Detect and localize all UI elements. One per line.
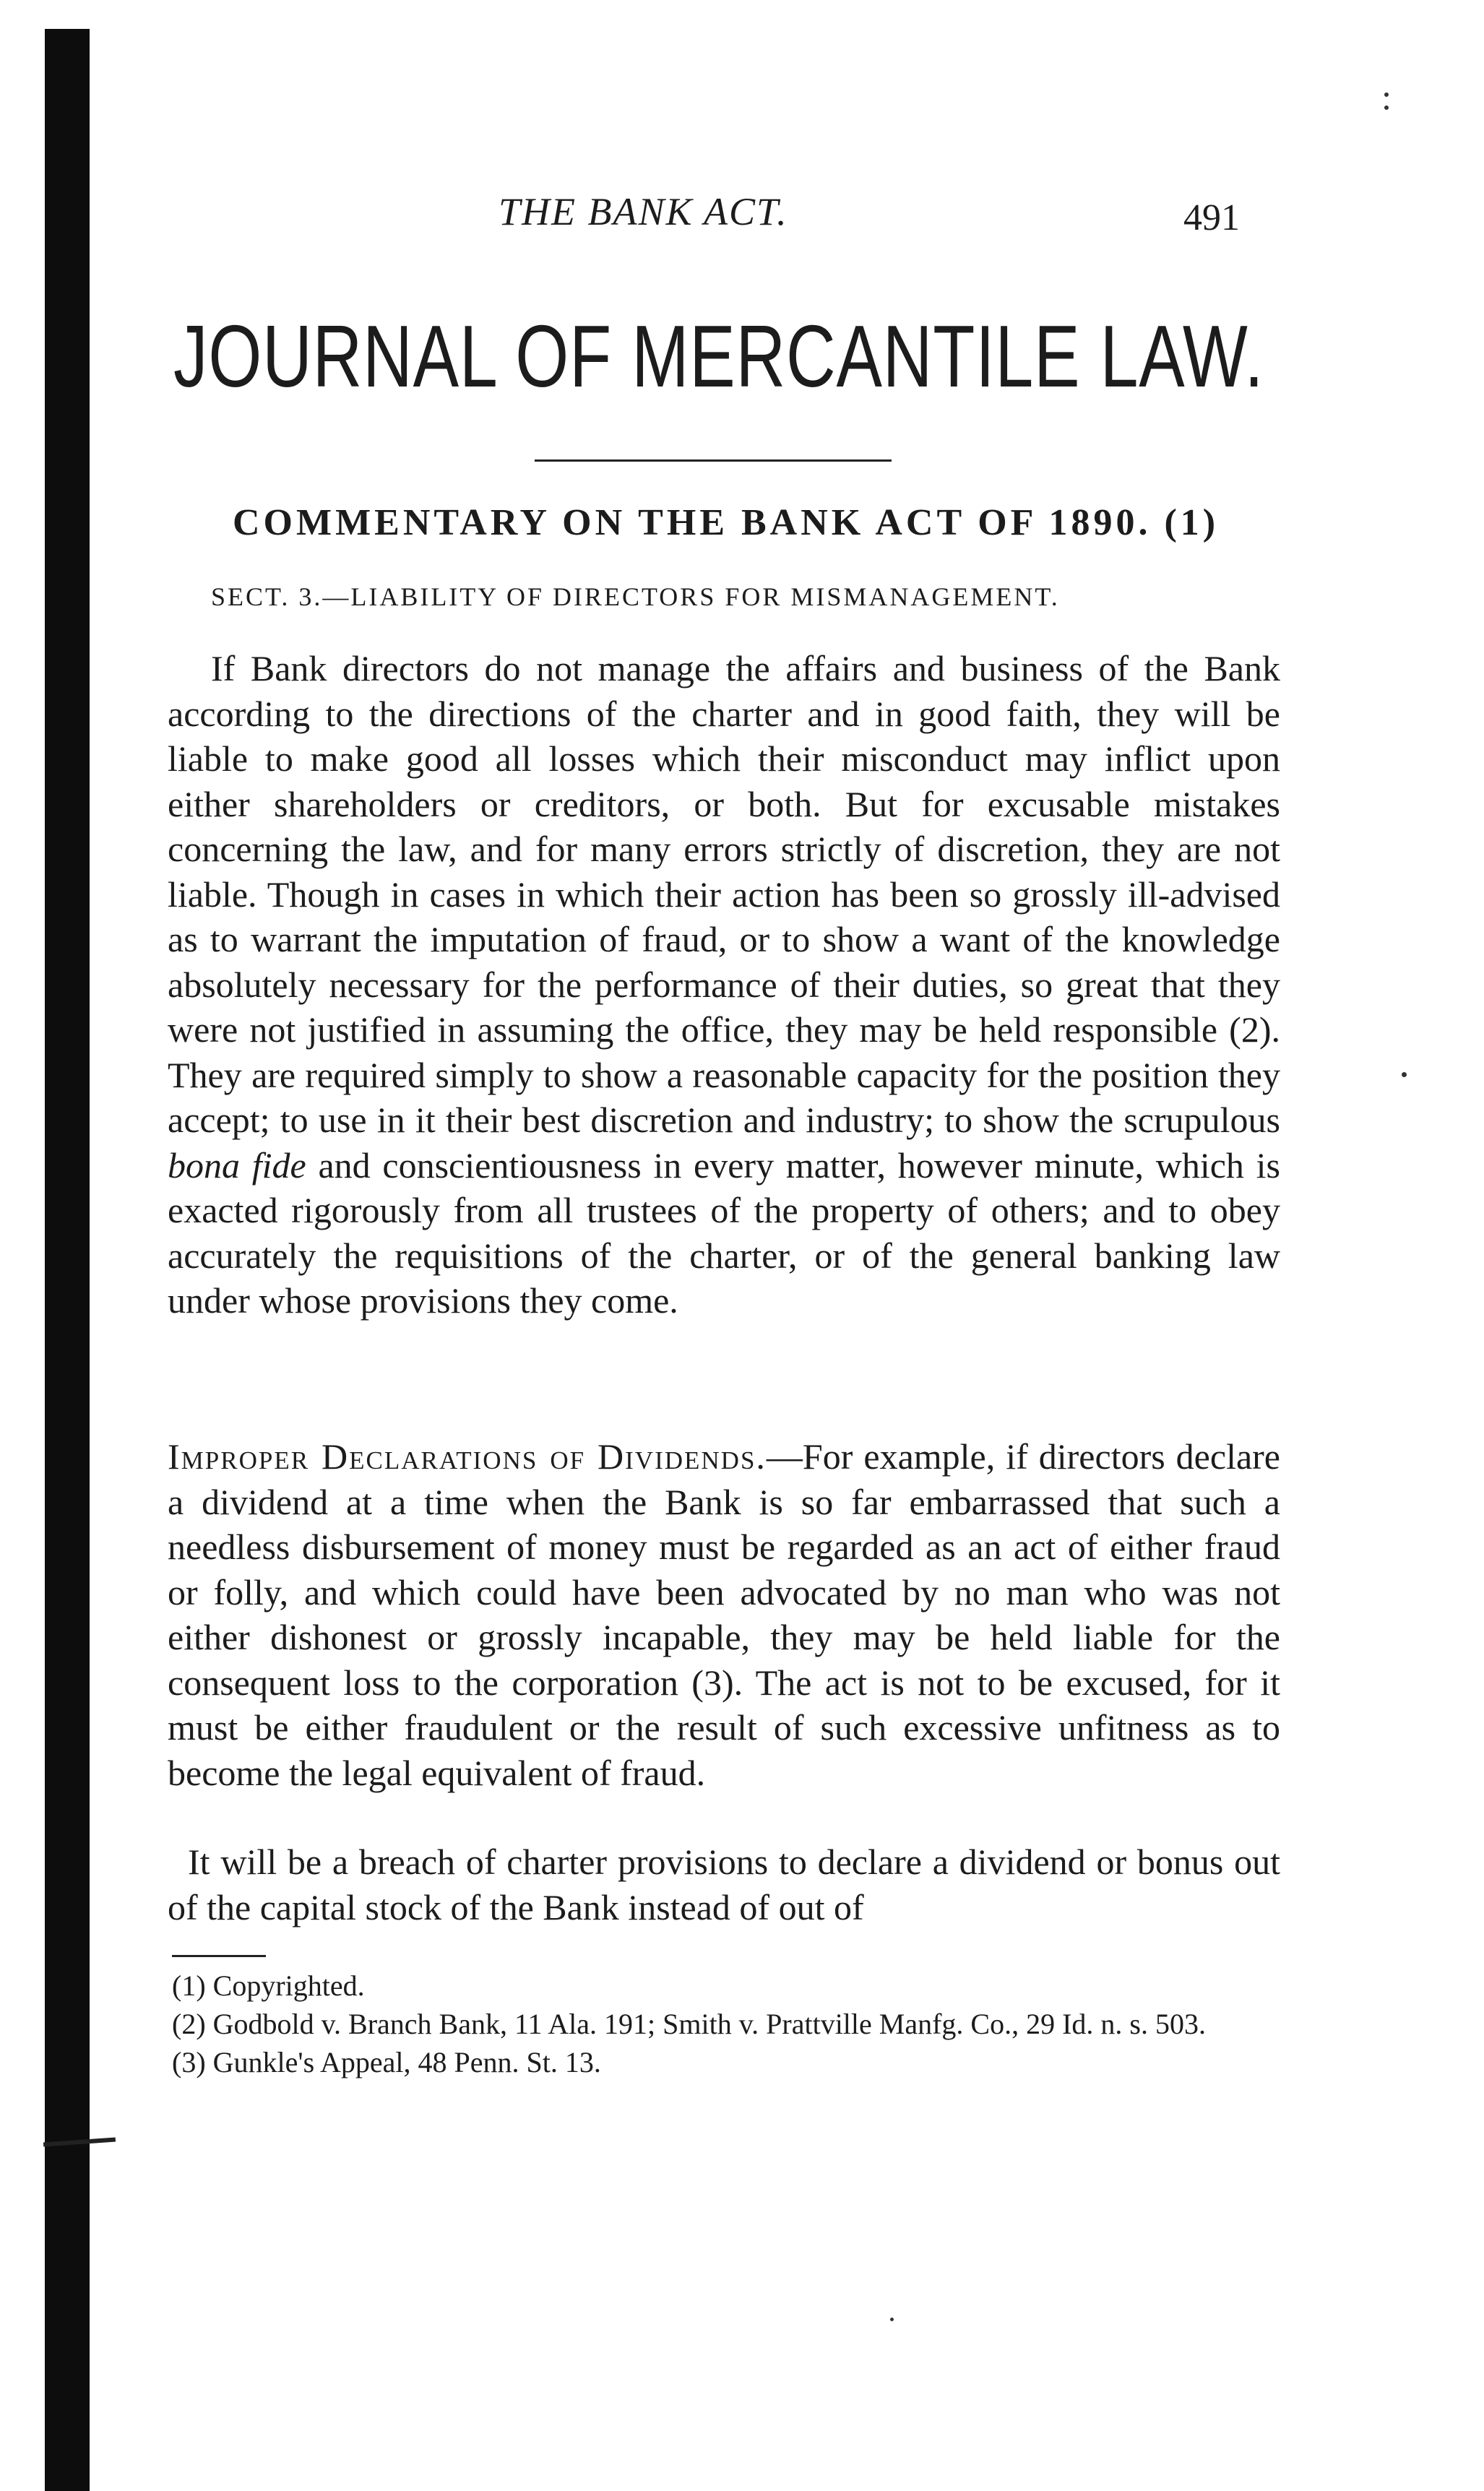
scan-speck [1384, 105, 1389, 110]
footnote-1: (1) Copyrighted. [172, 1969, 365, 2002]
paragraph-text: —For example, if directors declare a dividend at a time when the Bank is so far embarrassed that such a needless disbursement of money must be regarded as an act of either fraud or folly, and which could have been advocated by no man who was not either dishonest or grossly incapable, they may be held liable for the consequent loss to the corporation (3). The act is not to be excused, for it must be either fraudulent or the result of such excessive unfitness as to become the legal equivalent of fraud. [168, 1436, 1280, 1793]
paragraph-directors-liability [168, 646, 1280, 1324]
footnote-3: (3) Gunkle's Appeal, 48 Penn. St. 13. [172, 2046, 601, 2078]
section-heading: SECT. 3.—LIABILITY OF DIRECTORS FOR MISMANAGEMENT. [211, 582, 1060, 611]
binding-spine [45, 29, 90, 2491]
scan-speck [1402, 1072, 1407, 1077]
footnote-rule [172, 1955, 266, 1957]
title-rule [535, 459, 892, 462]
italic-phrase: bona fide [168, 1144, 306, 1186]
paragraph-improper-dividends [168, 1434, 1280, 1795]
footnotes [172, 1967, 1285, 2081]
paragraph-lead: Improper Declarations of Dividends. [168, 1436, 767, 1477]
paragraph-text: It will be a breach of charter provisions to declare a dividend or bonus out of the capital stock of the Bank instead of out of [168, 1842, 1280, 1927]
paragraph-text: If Bank directors do not manage the affairs and business of the Bank according to the directions of the charter and in good faith, they will be liable to make good all losses which their misconduct may inflict upon either shareholders or creditors, or both. But for excusable mistakes concerning the law, and for many errors strictly of discretion, they are not liable. Though in cases in which their action has been so grossly ill-advised as to warrant the imputation of fraud, or to show a want of the knowledge absolutely necessary for the performance of their duties, so great that they were not justified in assuming the office, they may be held responsible (2). They are required simply to show a reasonable capacity for the position they accept; to use in it their best discretion and industry; to show the scrupulous [168, 648, 1280, 1140]
paragraph-capital-dividend [168, 1839, 1280, 1930]
footnote-2: (2) Godbold v. Branch Bank, 11 Ala. 191; Smith v. Prattville Manfg. Co., 29 Id. n. s. 503. [172, 2008, 1206, 2040]
page-number: 491 [1183, 197, 1240, 238]
article-heading: COMMENTARY ON THE BANK ACT OF 1890. (1) [233, 502, 1220, 543]
scan-speck [1384, 92, 1389, 97]
scan-speck [890, 2318, 894, 2321]
paragraph-text: and conscientiousness in every matter, however minute, which is exacted rigorously from all trustees of the property of others; and to obey accurately the requisitions of the charter, or of the general banking law under whose provisions they come. [168, 1144, 1281, 1321]
running-head: THE BANK ACT. [499, 190, 788, 233]
journal-title: JOURNAL OF MERCANTILE LAW. [173, 307, 1264, 405]
